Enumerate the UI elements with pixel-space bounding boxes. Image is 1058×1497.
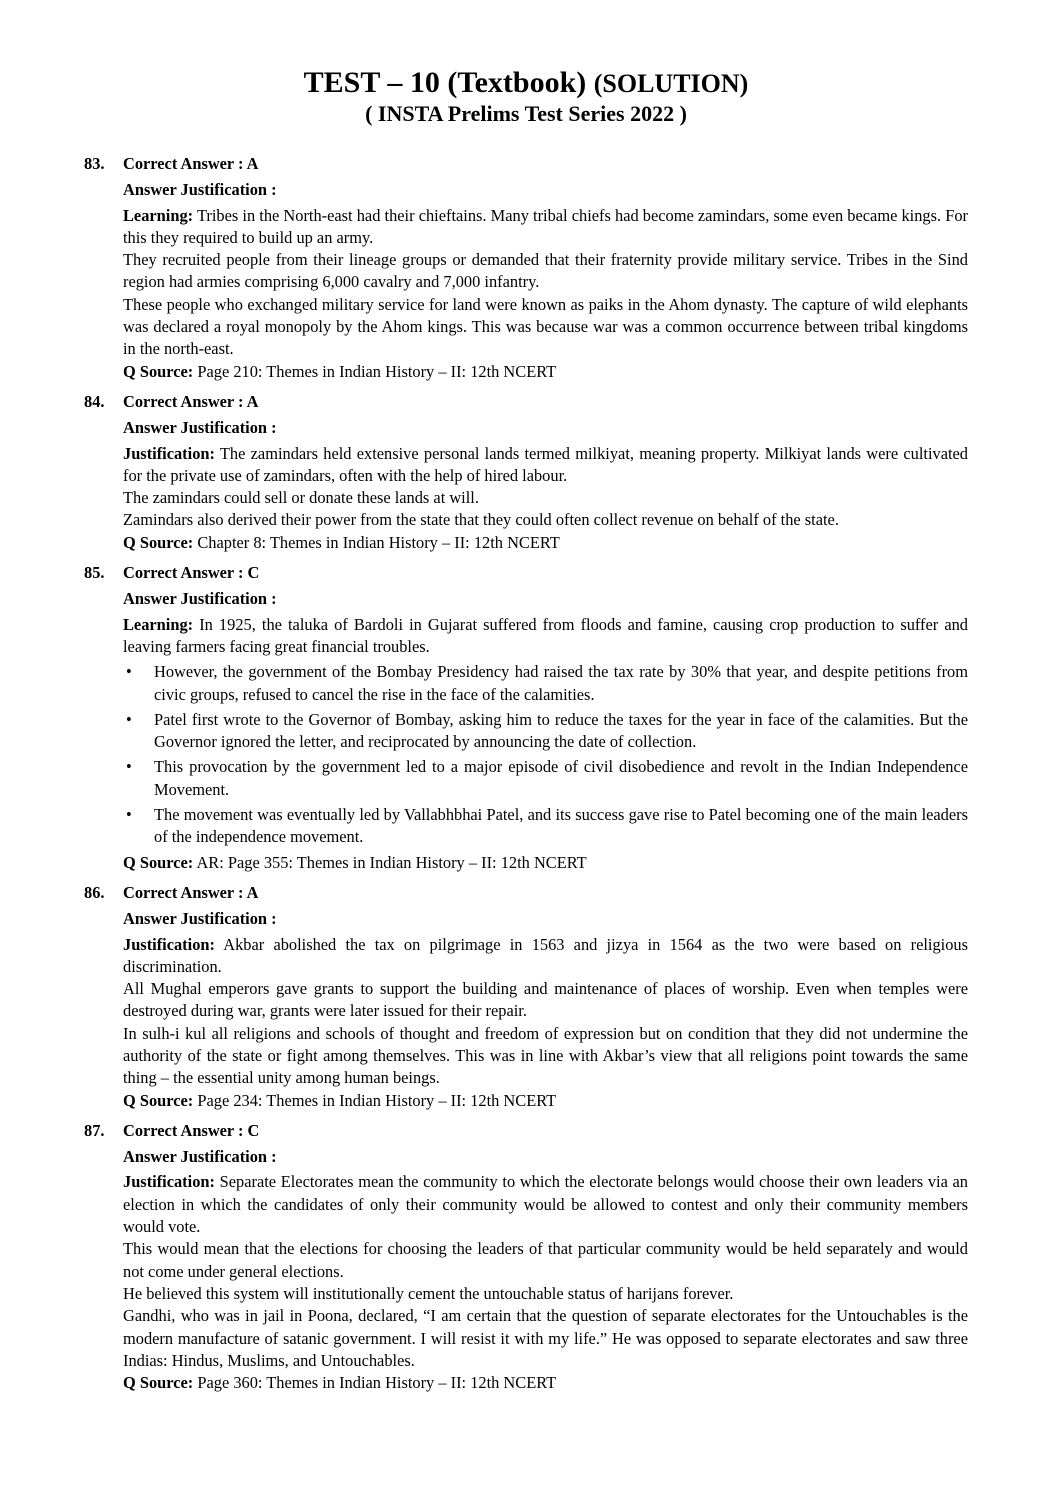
bullet-item	[123, 709, 968, 754]
bullet-icon: •	[126, 709, 132, 729]
justification-paragraph: Gandhi, who was in jail in Poona, declared, “I am certain that the question of separate electorates for the Untouchables is the modern manufacture of satanic government. I will resist it with my life.” He was opposed to separate electorates and saw three Indias: Hindus, Muslims, and Untouchables.	[123, 1306, 968, 1370]
paragraph-lead-label: Justification:	[123, 443, 215, 463]
q-source-line: Q Source: AR: Page 355: Themes in Indian History – II: 12th NCERT	[123, 852, 587, 872]
justification-paragraph: These people who exchanged military service for land were known as paiks in the Ahom dynasty. The capture of wild elephants was declared a royal monopoly by the Ahom kings. This was because war was a common occurrence between tribal kingdoms in the north-east.	[123, 294, 968, 359]
bullet-text: However, the government of the Bombay Presidency had raised the tax rate by 30% that year, and despite petitions from civic groups, refused to cancel the rise in the face of the calamities.	[154, 662, 968, 704]
question-number: 84.	[84, 391, 105, 411]
justification-paragraph: Zamindars also derived their power from the state that they could often collect revenue on behalf of the state.	[123, 510, 839, 530]
bullet-text: This provocation by the government led to a major episode of civil disobedience and revolt in the Indian Independence Movement.	[154, 757, 968, 799]
question-item	[84, 391, 968, 554]
document-header	[84, 66, 968, 128]
justification-paragraph: Justification: The zamindars held extensive personal lands termed milkiyat, meaning property. Milkiyat lands were cultivated for the private use of zamindars, often with the help of hired labour.	[123, 443, 968, 485]
question-number: 87.	[84, 1120, 105, 1140]
paragraph-lead-label: Q Source:	[123, 1373, 194, 1393]
justification-paragraph: Learning: Tribes in the North-east had their chieftains. Many tribal chiefs had become zamindars, some even became kings. For this they required to build up an army.	[123, 205, 968, 247]
correct-answer-line: Correct Answer : C	[123, 563, 260, 583]
question-body	[123, 391, 968, 554]
page-title-suffix: (SOLUTION)	[593, 69, 749, 98]
question-body	[123, 562, 968, 874]
question-item	[84, 882, 968, 1112]
question-number: 83.	[84, 154, 105, 173]
answer-justification-label: Answer Justification :	[123, 589, 277, 609]
justification-paragraph: He believed this system will institutionally cement the untouchable status of harijans forever.	[123, 1283, 734, 1303]
bullet-text: Patel first wrote to the Governor of Bombay, asking him to reduce the taxes for the year in face of the calamities. But the Governor ignored the letter, and reciprocated by announcing the date of collection.	[154, 709, 968, 752]
paragraph-lead-label: Q Source:	[123, 1090, 194, 1110]
bullet-icon: •	[126, 757, 132, 777]
question-item	[84, 153, 968, 383]
page-title	[84, 66, 968, 100]
q-source-line: Q Source: Page 234: Themes in Indian History – II: 12th NCERT	[123, 1090, 557, 1110]
paragraph-lead-label: Learning:	[123, 614, 194, 634]
bullet-item	[123, 661, 968, 706]
page-title-main: TEST – 10 (Textbook)	[303, 66, 587, 99]
q-source-line: Q Source: Page 360: Themes in Indian History – II: 12th NCERT	[123, 1373, 557, 1393]
justification-paragraph: They recruited people from their lineage groups or demanded that their fraternity provide military service. Tribes in the Sind region had armies comprising 6,000 cavalry and 7,000 infantry.	[123, 250, 968, 292]
question-body	[123, 1120, 968, 1395]
bullet-item	[123, 756, 968, 801]
bullet-icon: •	[126, 662, 132, 682]
correct-answer-line: Correct Answer : A	[123, 882, 259, 902]
paragraph-lead-label: Q Source:	[123, 361, 194, 381]
q-source-line: Q Source: Chapter 8: Themes in Indian History – II: 12th NCERT	[123, 532, 560, 552]
question-list	[84, 153, 968, 1394]
question-number: 86.	[84, 882, 105, 902]
question-item	[84, 562, 968, 874]
justification-paragraph: All Mughal emperors gave grants to support the building and maintenance of places of worship. Even when temples were destroyed during war, grants were later issued for their repair.	[123, 979, 968, 1021]
justification-paragraph: In sulh-i kul all religions and schools of thought and freedom of expression but on condition that they did not undermine the authority of the state or fight among themselves. This was in line with Akbar’s view that all religions point towards the same thing – the essential unity among human beings.	[123, 1023, 968, 1088]
paragraph-lead-label: Q Source:	[123, 532, 194, 552]
paragraph-lead-label: Justification:	[123, 934, 215, 954]
justification-paragraph: Justification: Separate Electorates mean the community to which the electorate belongs would choose their own leaders via an election in which the candidates of only their community would be allowed to contest and only their community members would vote.	[123, 1172, 968, 1237]
answer-justification-label: Answer Justification :	[123, 1147, 277, 1167]
paragraph-lead-label: Learning:	[123, 205, 194, 225]
question-number: 85.	[84, 563, 105, 583]
justification-paragraph: Learning: In 1925, the taluka of Bardoli in Gujarat suffered from floods and famine, causing crop production to suffer and leaving farmers facing great financial troubles.	[123, 614, 968, 656]
correct-answer-line: Correct Answer : A	[123, 154, 259, 173]
justification-paragraph: This would mean that the elections for choosing the leaders of that particular community would be held separately and would not come under general elections.	[123, 1239, 968, 1281]
correct-answer-line: Correct Answer : C	[123, 1120, 260, 1140]
question-body	[123, 153, 968, 383]
answer-justification-label: Answer Justification :	[123, 909, 277, 929]
justification-paragraph: The zamindars could sell or donate these lands at will.	[123, 488, 479, 508]
page-subtitle: ( INSTA Prelims Test Series 2022 )	[365, 101, 687, 126]
justification-paragraph: Justification: Akbar abolished the tax on pilgrimage in 1563 and jizya in 1564 as the two were based on religious discrimination.	[123, 934, 968, 976]
question-item	[84, 1120, 968, 1395]
paragraph-lead-label: Q Source:	[123, 852, 194, 872]
q-source-line: Q Source: Page 210: Themes in Indian History – II: 12th NCERT	[123, 361, 557, 381]
answer-justification-label: Answer Justification :	[123, 418, 277, 438]
correct-answer-line: Correct Answer : A	[123, 391, 259, 411]
answer-justification-label: Answer Justification :	[123, 180, 277, 200]
bullet-text: The movement was eventually led by Vallabhbhai Patel, and its success gave rise to Patel becoming one of the main leaders of the independence movement.	[154, 805, 968, 847]
paragraph-lead-label: Justification:	[123, 1172, 215, 1192]
bullet-item	[123, 804, 968, 849]
question-body	[123, 882, 968, 1112]
bullet-icon: •	[126, 805, 132, 825]
